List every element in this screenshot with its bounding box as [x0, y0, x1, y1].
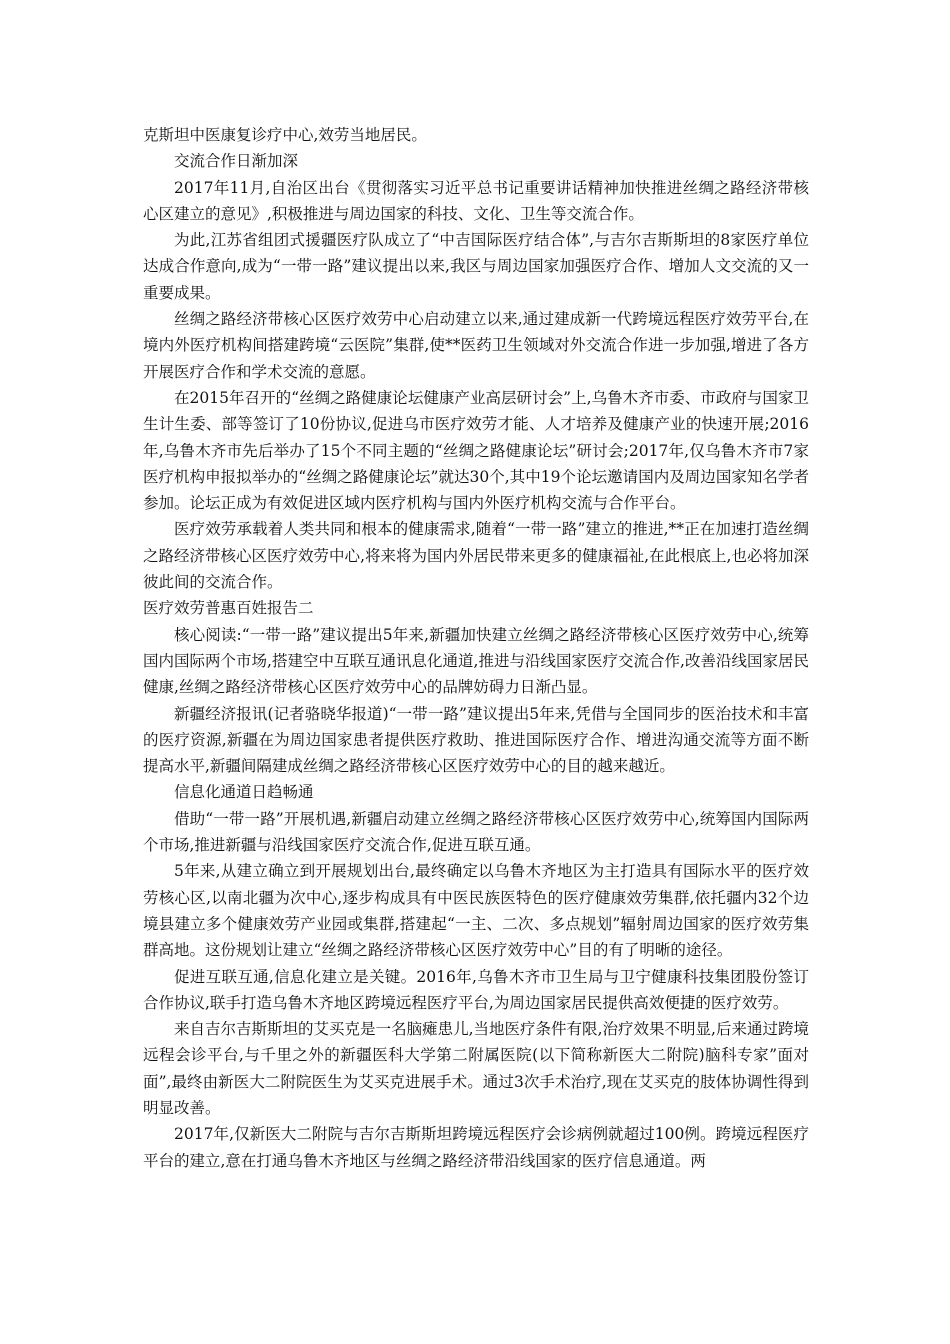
section-heading-exchange: 交流合作日渐加深: [174, 152, 299, 171]
paragraph: 5年来,从建立确立到开展规划出台,最终确定以乌鲁木齐地区为主打造具有国际水平的医疗效劳核心区,以南北疆为次中心,逐步构成具有中医民族医特色的医疗健康效劳集群,依托疆内32个边境县建立多个健康效劳产业园或集群,搭建起“一主、二次、多点规划”辐射周边国家的医疗效劳集群高地。这份规划让建立“丝绸之路经济带核心区医疗效劳中心”目的有了明晰的途径。: [143, 862, 809, 960]
paragraph: 丝绸之路经济带核心区医疗效劳中心启动建立以来,通过建成新一代跨境远程医疗效劳平台,在境内外医疗机构间搭建跨境“云医院”集群,使**医药卫生领域对外交流合作进一步加强,增进了各方开展医疗合作和学术交流的意愿。: [143, 310, 809, 381]
paragraph-core-reading: 核心阅读:“一带一路”建议提出5年来,新疆加快建立丝绸之路经济带核心区医疗效劳中心,统筹国内国际两个市场,搭建空中互联互通讯息化通道,推进与沿线国家医疗交流合作,改善沿线国家居民健康,丝绸之路经济带核心区医疗效劳中心的品牌妨碍力日渐凸显。: [143, 625, 809, 697]
paragraph: 2017年,仅新医大二附院与吉尔吉斯斯坦跨境远程医疗会诊病例就超过100例。跨境远程医疗平台的建立,意在打通乌鲁木齐地区与丝绸之路经济带沿线国家的医疗信息通道。两: [143, 1125, 809, 1170]
document-body: [143, 122, 809, 1174]
paragraph: 促进互联互通,信息化建立是关键。2016年,乌鲁木齐市卫生局与卫宁健康科技集团股份签订合作协议,联手打造乌鲁木齐地区跨境远程医疗平台,为周边国家居民提供高效便捷的医疗效劳。: [143, 967, 809, 1012]
paragraph: 2017年11月,自治区出台《贯彻落实习近平总书记重要讲话精神加快推进丝绸之路经济带核心区建立的意见》,积极推进与周边国家的科技、文化、卫生等交流合作。: [143, 178, 809, 223]
paragraph: 在2015年召开的“丝绸之路健康论坛健康产业高层研讨会”上,乌鲁木齐市委、市政府与国家卫生计生委、部等签订了10份协议,促进乌市医疗效劳才能、人才培养及健康产业的快速开展;2016年,乌鲁木齐市先后举办了15个不同主题的“丝绸之路健康论坛”研讨会;2017年,仅乌鲁木齐市7家医疗机构申报拟举办的“丝绸之路健康论坛”就达30个,其中19个论坛邀请国内及周边国家知名学者参加。论坛正成为有效促进区域内医疗机构与国内外医疗机构交流与合作平台。: [143, 388, 809, 513]
paragraph: 新疆经济报讯(记者骆晓华报道)“一带一路”建议提出5年来,凭借与全国同步的医治技术和丰富的医疗资源,新疆在为周边国家患者提供医疗救助、推进国际医疗合作、增进沟通交流等方面不断提高水平,新疆间隔建成丝绸之路经济带核心区医疗效劳中心的目的越来越近。: [143, 704, 809, 776]
report-title: 医疗效劳普惠百姓报告二: [143, 599, 314, 618]
paragraph: 医疗效劳承载着人类共同和根本的健康需求,随着“一带一路”建立的推进,**正在加速打造丝绸之路经济带核心区医疗效劳中心,将来将为国内外居民带来更多的健康福祉,在此根底上,也必将加深彼此间的交流合作。: [143, 520, 809, 592]
section-heading-information: 信息化通道日趋畅通: [174, 783, 314, 802]
paragraph-continuation: 克斯坦中医康复诊疗中心,效劳当地居民。: [143, 126, 427, 144]
paragraph: 借助“一带一路”开展机遇,新疆启动建立丝绸之路经济带核心区医疗效劳中心,统筹国内国际两个市场,推进新疆与沿线国家医疗交流合作,促进互联互通。: [143, 809, 809, 855]
paragraph: 来自吉尔吉斯斯坦的艾买克是一名脑瘫患儿,当地医疗条件有限,治疗效果不明显,后来通过跨境远程会诊平台,与千里之外的新疆医科大学第二附属医院(以下简称新医大二附院)脑科专家”面对面”,最终由新医大二附院医生为艾买克进展手术。通过3次手术治疗,现在艾买克的肢体协调性得到明显改善。: [143, 1020, 809, 1117]
paragraph: 为此,江苏省组团式援疆医疗队成立了“中吉国际医疗结合体”,与吉尔吉斯斯坦的8家医疗单位达成合作意向,成为“一带一路”建议提出以来,我区与周边国家加强医疗合作、增加人文交流的又一重要成果。: [143, 231, 809, 302]
